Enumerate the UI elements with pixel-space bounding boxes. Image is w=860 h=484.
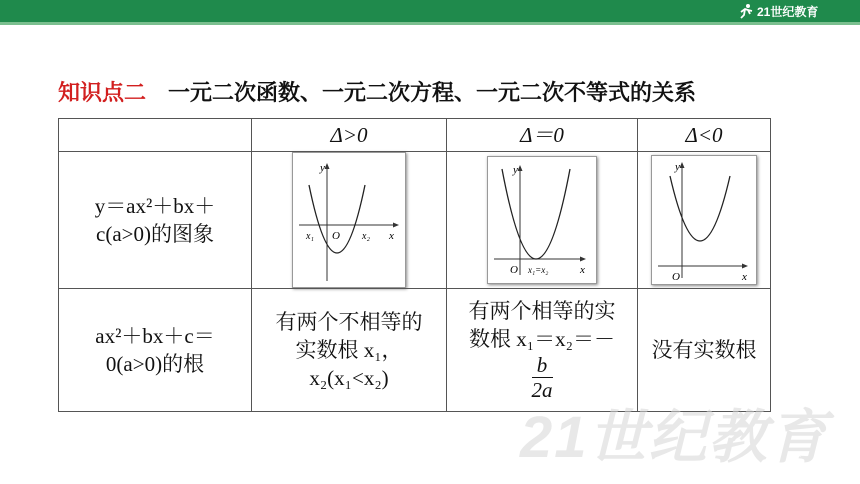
header-delta-zero: Δ＝0 [447,119,638,152]
two-distinct-line2: 实数根 x₁， [295,338,403,362]
graph-row-label-line2: c(a>0)的图象 [96,222,214,246]
roots-cell-two-distinct [252,289,447,412]
header-cell-empty [59,119,252,152]
brand-logo [738,2,818,20]
two-distinct-line1: 有两个不相等的 [275,310,423,334]
two-equal-line2: 数根 x₁＝x₂＝－ [469,326,615,351]
section-heading: 一元二次函数、一元二次方程、一元二次不等式的关系 [168,81,697,106]
fraction-numerator: b [536,352,548,377]
root-x2-label: x₂ [362,231,370,242]
graph-row [59,152,771,289]
y-axis-label: y [320,162,325,174]
parabola-double-root-graph [487,156,597,284]
x-axis-label: x [389,230,394,242]
graph-cell-no-roots [638,152,771,289]
root-x1-label: x₁ [306,231,314,242]
parabola-no-roots-graph [651,155,757,285]
graph-row-label [59,152,252,289]
two-equal-line1: 有两个相等的实 [468,298,616,323]
origin-label: O [672,271,680,283]
watermark-logo: 21世纪教育 [520,405,829,470]
origin-label: O [332,230,340,242]
y-axis-label: y [675,161,680,173]
section-label: 知识点二 [58,81,147,106]
fraction-denominator: 2a [531,377,553,402]
roots-row-label-line2: 0(a>0)的根 [105,352,205,376]
y-axis-label: y [513,164,518,176]
top-banner [0,0,860,22]
x-axis-label: x [742,271,747,283]
two-distinct-line3: x₂(x₁<x₂) [309,366,389,390]
banner-strip [0,22,860,25]
header-row [59,119,771,152]
runner-icon [738,3,754,19]
graph-cell-two-roots [252,152,447,289]
x-axis-label: x [580,264,585,276]
parabola-two-roots-graph [292,152,406,288]
roots-row-label-line1: ax²＋bx＋c＝ [95,324,215,348]
header-delta-positive: Δ>0 [252,119,447,152]
double-root-label: x₁=x₂ [528,265,549,275]
brand-name: 21世纪教育 [757,4,819,19]
relation-table [58,118,771,412]
graph-cell-double-root [447,152,638,289]
roots-cell-none: 没有实数根 [638,289,771,412]
section-title [58,76,696,107]
graph-row-label-line1: y＝ax²＋bx＋ [94,194,216,218]
roots-row-label [59,289,252,412]
header-delta-negative: Δ<0 [638,119,771,152]
origin-label: O [510,264,518,276]
